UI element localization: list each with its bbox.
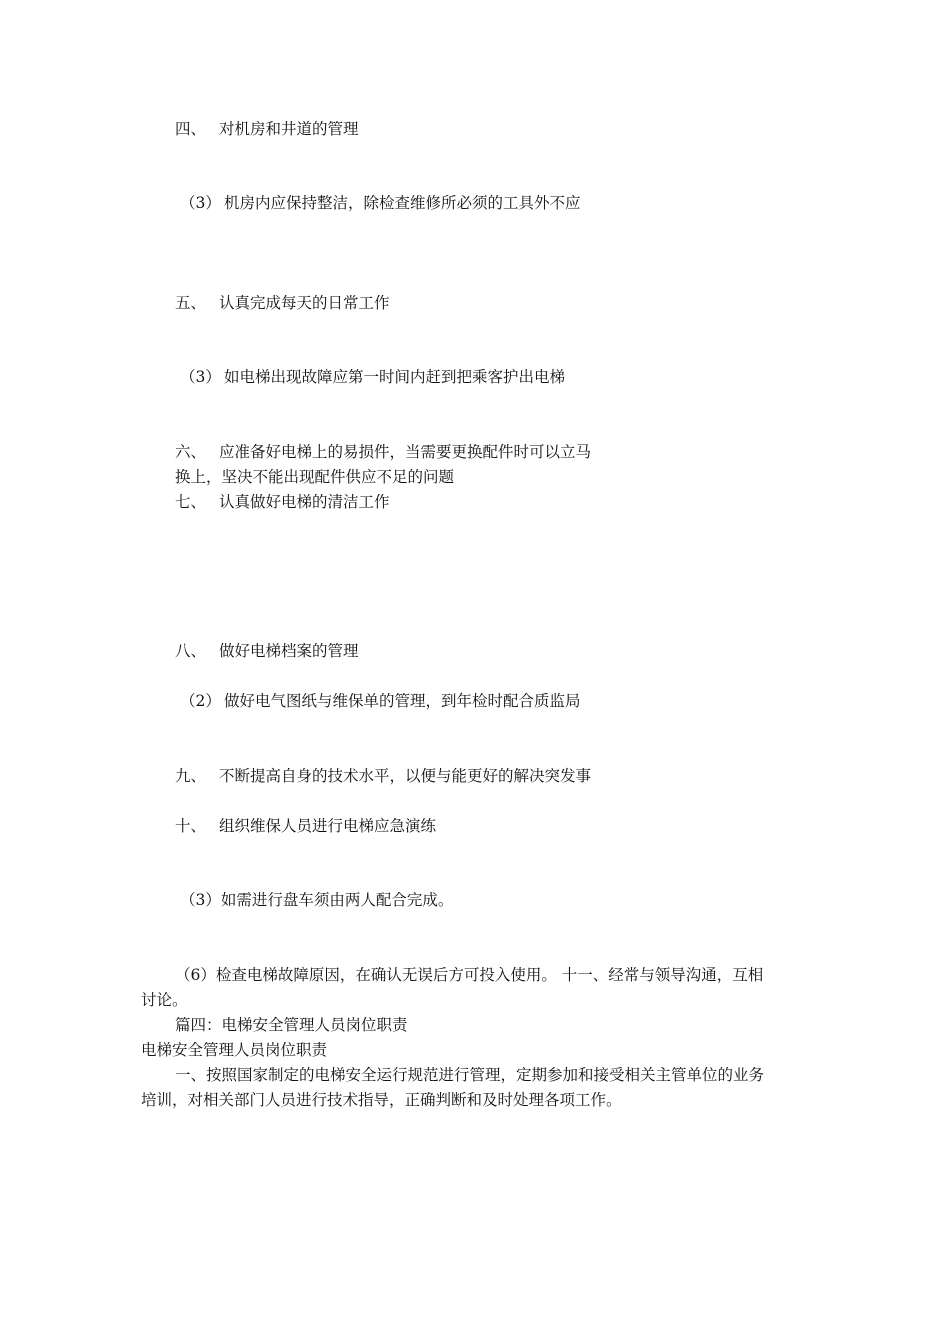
section-6-heading [175,441,591,463]
list-marker: 七、 [175,493,207,511]
section-9-heading [175,765,591,787]
section-10-heading [175,815,436,837]
list-marker: 八、 [175,642,207,660]
line-text: 一、按照国家制定的电梯安全运行规范进行管理，定期参加和接受相关主管单位的业务 [175,1066,765,1084]
line-text: 对机房和井道的管理 [219,120,359,138]
line-text: 做好电气图纸与维保单的管理，到年检时配合质监局 [224,692,581,710]
section-7-heading [175,491,390,513]
line-text: 讨论。 [141,991,188,1009]
item-3-fault-response [180,366,565,388]
line-text: 不断提高自身的技术水平，以便与能更好的解决突发事 [219,767,592,785]
line-text: 换上，坚决不能出现配件供应不足的问题 [175,468,455,486]
item-3-manual-rotation [180,889,453,911]
section-8-heading [175,640,359,662]
line-text: 应准备好电梯上的易损件，当需要更换配件时可以立马 [219,443,592,461]
line-text: （6）检查电梯故障原因，在确认无误后方可投入使用。 十一、经常与领导沟通，互相 [175,966,764,984]
list-marker: （3） [180,194,221,212]
article-title [141,1039,327,1061]
list-marker: 六、 [175,443,207,461]
list-marker: 九、 [175,767,207,785]
line-text: 培训，对相关部门人员进行技术指导，正确判断和及时处理各项工作。 [141,1091,622,1109]
list-marker: 四、 [175,120,207,138]
item-3-machine-room [180,192,581,214]
line-text: 组织维保人员进行电梯应急演练 [219,817,437,835]
section-6-continuation [175,466,454,488]
list-marker: 五、 [175,294,207,312]
item-6-fault-check [175,964,763,986]
item-2-drawings [180,690,581,712]
article-4-title [175,1014,408,1036]
list-marker: 十、 [175,817,207,835]
line-text: 如电梯出现故障应第一时间内赶到把乘客护出电梯 [224,368,566,386]
list-marker: （3） [180,368,221,386]
line-text: 做好电梯档案的管理 [219,642,359,660]
section-5-heading [175,292,390,314]
line-text: 篇四：电梯安全管理人员岗位职责 [175,1016,408,1034]
line-text: 认真完成每天的日常工作 [219,294,390,312]
duty-1-paragraph [175,1064,764,1086]
line-text: 机房内应保持整洁，除检查维修所必须的工具外不应 [224,194,581,212]
line-text: 电梯安全管理人员岗位职责 [141,1041,328,1059]
line-text: 认真做好电梯的清洁工作 [219,493,390,511]
item-6-continuation [141,989,188,1011]
section-4-heading [175,118,359,140]
line-text: （3）如需进行盘车须由两人配合完成。 [180,891,454,909]
duty-1-continuation [141,1089,622,1111]
list-marker: （2） [180,692,221,710]
